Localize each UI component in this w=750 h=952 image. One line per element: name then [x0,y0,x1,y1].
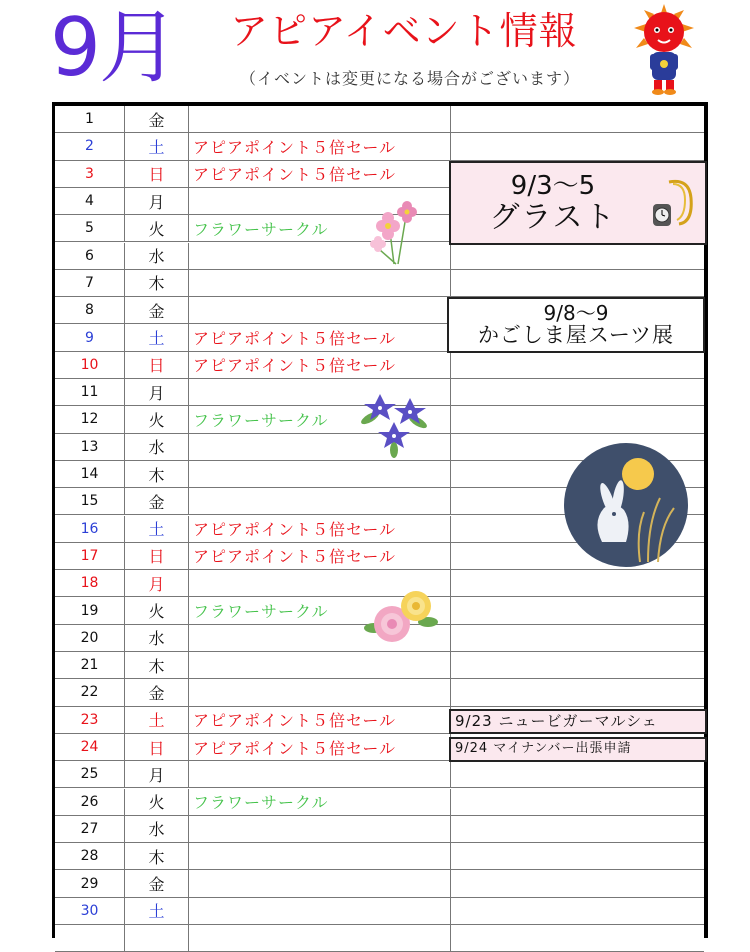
note-cell [451,625,704,651]
weekday: 日 [125,543,189,569]
weekday: 火 [125,215,189,241]
moon-rabbit-icon [562,442,690,568]
weekday: 木 [125,843,189,869]
event-text [189,679,451,705]
note-cell [451,406,704,432]
day-number: 17 [55,543,125,569]
day-number [55,925,125,951]
weekday: 木 [125,461,189,487]
table-row [55,270,704,297]
weekday: 金 [125,870,189,896]
kagoshima-name: かごしま屋スーツ展 [477,323,675,348]
table-row [55,352,704,379]
day-number: 28 [55,843,125,869]
watch-necklace-icon [645,178,697,234]
note-cell [451,679,704,705]
table-row [55,789,704,816]
notice-marche: 9/23 ニュービガーマルシェ [449,709,707,734]
note-cell [451,652,704,678]
event-text: アピアポイント５倍セール [189,734,451,760]
day-number: 20 [55,625,125,651]
note-cell [451,106,704,132]
note-cell [451,789,704,815]
day-number: 13 [55,434,125,460]
note-cell [451,843,704,869]
weekday: 水 [125,243,189,269]
table-row [55,679,704,706]
note-cell [451,133,704,159]
event-text: フラワーサークル [189,597,451,623]
day-number: 11 [55,379,125,405]
note-cell [451,243,704,269]
day-number: 9 [55,324,125,350]
event-text [189,652,451,678]
page-subtitle: （イベントは変更になる場合がございます） [240,69,581,88]
weekday: 金 [125,106,189,132]
day-number: 14 [55,461,125,487]
event-text: アピアポイント５倍セール [189,133,451,159]
day-number: 7 [55,270,125,296]
event-text: アピアポイント５倍セール [189,543,451,569]
note-cell [451,870,704,896]
day-number: 10 [55,352,125,378]
note-cell [451,597,704,623]
weekday: 火 [125,789,189,815]
weekday: 火 [125,406,189,432]
event-text [189,297,451,323]
day-number: 4 [55,188,125,214]
table-row [55,816,704,843]
day-number: 6 [55,243,125,269]
day-number: 21 [55,652,125,678]
day-number: 25 [55,761,125,787]
event-text [189,106,451,132]
weekday: 土 [125,133,189,159]
weekday: 土 [125,516,189,542]
weekday: 月 [125,570,189,596]
cosmos-flowers-icon [360,196,430,266]
note-cell [451,761,704,787]
day-number: 5 [55,215,125,241]
table-row [55,761,704,788]
table-row [55,843,704,870]
day-number: 15 [55,488,125,514]
day-number: 16 [55,516,125,542]
day-number: 18 [55,570,125,596]
note-cell [451,898,704,924]
event-text: アピアポイント５倍セール [189,161,451,187]
kagoshima-dates: 9/8〜9 [543,301,609,326]
table-row [55,925,704,952]
table-row [55,870,704,897]
weekday: 金 [125,488,189,514]
day-number: 23 [55,707,125,733]
day-number: 2 [55,133,125,159]
notice-mynumber: 9/24 マイナンバー出張申請 [449,737,707,762]
page-title: アピアイベント情報 [230,9,578,53]
table-row [55,106,704,133]
event-text: アピアポイント５倍セール [189,516,451,542]
note-cell [451,925,704,951]
month-label: 9月 [50,1,177,94]
event-text [189,925,451,951]
weekday: 水 [125,625,189,651]
event-text [189,461,451,487]
table-row [55,133,704,160]
event-text [189,843,451,869]
day-number: 19 [55,597,125,623]
event-text [189,488,451,514]
event-text [189,761,451,787]
day-number: 22 [55,679,125,705]
notice-kagoshima [447,297,705,353]
day-number: 3 [55,161,125,187]
day-number: 24 [55,734,125,760]
weekday: 水 [125,816,189,842]
glast-name: グラスト [489,199,617,235]
day-number: 1 [55,106,125,132]
sun-mascot-icon [632,4,696,96]
event-text: アピアポイント５倍セール [189,352,451,378]
note-cell [451,352,704,378]
day-number: 30 [55,898,125,924]
weekday: 月 [125,188,189,214]
weekday: 月 [125,379,189,405]
day-number: 29 [55,870,125,896]
weekday: 火 [125,597,189,623]
note-cell [451,379,704,405]
weekday: 木 [125,270,189,296]
weekday: 木 [125,652,189,678]
event-text: アピアポイント５倍セール [189,707,451,733]
weekday: 月 [125,761,189,787]
day-number: 8 [55,297,125,323]
weekday: 水 [125,434,189,460]
note-cell [451,570,704,596]
weekday: 金 [125,297,189,323]
note-cell [451,270,704,296]
table-row [55,652,704,679]
bellflower-icon [358,388,430,458]
day-number: 26 [55,789,125,815]
weekday [125,925,189,951]
event-text: フラワーサークル [189,406,451,432]
event-text: アピアポイント５倍セール [189,324,451,350]
chrysanthemum-icon [364,588,438,648]
day-number: 27 [55,816,125,842]
event-text: フラワーサークル [189,789,451,815]
weekday: 日 [125,734,189,760]
weekday: 日 [125,161,189,187]
event-text [189,870,451,896]
table-row [55,898,704,925]
weekday: 日 [125,352,189,378]
event-text [189,270,451,296]
weekday: 土 [125,707,189,733]
event-text [189,898,451,924]
weekday: 金 [125,679,189,705]
weekday: 土 [125,324,189,350]
day-number: 12 [55,406,125,432]
event-text: フラワーサークル [189,215,451,241]
weekday: 土 [125,898,189,924]
note-cell [451,816,704,842]
event-text [189,816,451,842]
glast-dates: 9/3〜5 [510,171,596,202]
